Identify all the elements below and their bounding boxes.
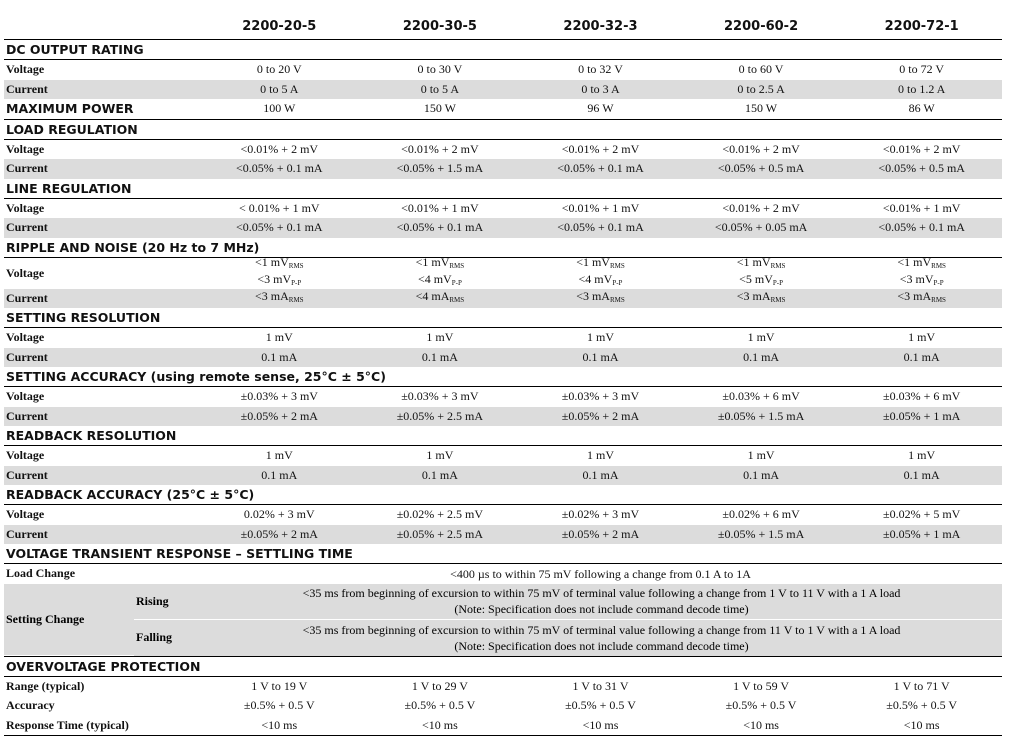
cell: ±0.05% + 1.5 mA [717, 408, 805, 423]
cell: 1 mV [426, 330, 454, 345]
table-row [4, 677, 1002, 697]
section-title-ripple-noise: RIPPLE AND NOISE (20 Hz to 7 MHz) [4, 238, 1002, 258]
rms-value: <1 mV [736, 255, 771, 269]
load-change-text: <400 µs to within 75 mV following a change from 0.1 A to 1A [450, 566, 751, 581]
cell: 0.1 mA [261, 349, 298, 364]
cell: ±0.05% + 1.5 mA [717, 526, 805, 541]
cell: 0 to 32 V [578, 62, 623, 77]
table-row [4, 696, 1002, 716]
cell: 1 mV [265, 330, 293, 345]
cell: 0.1 mA [743, 467, 780, 482]
rms-subscript: RMS [449, 262, 465, 270]
cell: <0.05% + 0.1 mA [236, 220, 323, 235]
section-title-max-power: MAXIMUM POWER [6, 101, 134, 117]
row-label: Voltage [6, 141, 45, 156]
cell: <0.01% + 2 mV [722, 200, 800, 215]
cell: <0.05% + 0.1 mA [396, 220, 484, 235]
rms-value: <3 mA [736, 288, 771, 303]
cell: 1 mV [426, 448, 454, 463]
cell: <10 ms [582, 717, 619, 732]
cell: 0.1 mA [421, 349, 458, 364]
setting-change-group [4, 584, 1002, 656]
cell: ±0.5% + 0.5 V [886, 698, 958, 713]
table-row [4, 387, 1002, 407]
cell: 150 W [423, 101, 456, 116]
section-title-readback-resolution: READBACK RESOLUTION [4, 426, 1002, 446]
cell: <0.05% + 0.1 mA [557, 220, 644, 235]
rms-subscript: RMS [770, 295, 786, 304]
rms-value: <4 mA [415, 288, 450, 303]
table-row [4, 199, 1002, 219]
section-title-readback-accuracy: READBACK ACCURACY (25°C ± 5°C) [4, 485, 1002, 505]
rms-value: <1 mV [415, 255, 450, 269]
model-name: 2200-72-1 [884, 19, 959, 34]
cell: <0.05% + 0.1 mA [236, 161, 323, 176]
cell [841, 256, 1002, 290]
model-header-row [4, 14, 1002, 40]
cell [681, 290, 842, 307]
table-row [4, 348, 1002, 368]
cell [841, 290, 1002, 307]
table-row [4, 289, 1002, 309]
cell: 1 V to 29 V [411, 678, 468, 693]
model-name: 2200-20-5 [242, 19, 317, 34]
cell: 0.1 mA [261, 467, 298, 482]
cell: < 0.01% + 1 mV [239, 200, 320, 215]
cell: 1 mV [908, 448, 936, 463]
cell: ±0.5% + 0.5 V [404, 698, 476, 713]
cell: <10 ms [743, 717, 779, 732]
cell: 86 W [908, 101, 935, 116]
cell: ±0.02% + 2.5 mV [396, 507, 484, 522]
cell: <0.01% + 2 mV [722, 141, 800, 156]
cell: 1 mV [586, 330, 614, 345]
cell: ±0.03% + 3 mV [561, 389, 640, 404]
table-row [4, 255, 1002, 289]
rising-text [201, 585, 1002, 617]
cell: 0 to 2.5 A [737, 81, 785, 96]
table-row [4, 218, 1002, 238]
table-row [4, 60, 1002, 80]
cell: <10 ms [261, 717, 298, 732]
model-name: 2200-32-3 [563, 19, 638, 34]
cell: 0 to 60 V [738, 62, 784, 77]
section-title-dc-output: DC OUTPUT RATING [4, 40, 1002, 60]
row-label: Voltage [6, 507, 45, 522]
cell: 1 mV [747, 330, 775, 345]
cell: <0.05% + 0.1 mA [878, 220, 965, 235]
cell: <0.01% + 1 mV [401, 200, 479, 215]
cell: 1 mV [747, 448, 775, 463]
cell [360, 256, 521, 290]
row-label: Accuracy [6, 698, 55, 713]
model-name: 2200-30-5 [402, 19, 477, 34]
section-title-line-regulation: LINE REGULATION [4, 179, 1002, 199]
cell: <0.01% + 2 mV [561, 141, 640, 156]
cell: <10 ms [903, 717, 940, 732]
falling-line: <35 ms from beginning of excursion to within 75 mV of terminal value following a change from 11 V to 1 V with a 1 A load [302, 622, 901, 637]
cell: 1 V to 31 V [572, 678, 629, 693]
falling-note: (Note: Specification does not include command decode time) [454, 638, 749, 653]
section-title-setting-resolution: SETTING RESOLUTION [4, 308, 1002, 328]
cell: 0.1 mA [743, 349, 780, 364]
cell: <0.05% + 0.5 mA [878, 161, 965, 176]
row-label: Voltage [6, 389, 45, 404]
table-row-rising [134, 584, 1002, 620]
pp-subscript: P-P [451, 279, 462, 287]
cell: 0 to 1.2 A [898, 81, 946, 96]
cell: 0 to 5 A [420, 81, 460, 96]
cell: ±0.05% + 1 mA [882, 408, 961, 423]
cell: <0.05% + 0.1 mA [557, 161, 644, 176]
rms-value: <1 mV [897, 255, 932, 269]
spec-table [4, 14, 1002, 736]
pp-value: <3 mV [899, 272, 934, 286]
rms-subscript: RMS [449, 295, 465, 304]
cell: 0.1 mA [903, 349, 940, 364]
row-label: Range (typical) [6, 678, 85, 693]
section-title-load-regulation: LOAD REGULATION [4, 120, 1002, 140]
row-label: Setting Change [4, 584, 134, 656]
rising-label: Rising [136, 593, 169, 608]
cell: ±0.05% + 2 mA [240, 408, 318, 423]
table-row [4, 328, 1002, 348]
cell: 1 V to 19 V [251, 678, 308, 693]
cell: <0.01% + 1 mV [561, 200, 640, 215]
cell: 0.1 mA [903, 467, 940, 482]
row-label: Current [6, 467, 48, 482]
falling-label: Falling [136, 630, 173, 645]
cell [520, 256, 681, 290]
setting-change-rows [134, 584, 1002, 656]
pp-subscript: P-P [772, 279, 784, 287]
row-label: Current [6, 290, 48, 305]
table-row-load-change [4, 564, 1002, 584]
cell: 0.02% + 3 mV [243, 507, 315, 522]
cell: ±0.03% + 3 mV [401, 389, 479, 404]
section-title-setting-accuracy: SETTING ACCURACY (using remote sense, 25°C ± 5°C) [4, 367, 1002, 387]
pp-value: <5 mV [739, 272, 773, 286]
row-label: Current [6, 408, 48, 423]
row-label: Voltage [6, 265, 45, 280]
cell: 0 to 3 A [581, 81, 620, 96]
cell: 0.1 mA [582, 349, 619, 364]
cell: ±0.03% + 6 mV [722, 389, 800, 404]
table-row [4, 140, 1002, 160]
cell: <0.05% + 0.5 mA [717, 161, 805, 176]
cell: 1 V to 59 V [733, 678, 790, 693]
table-row [4, 525, 1002, 545]
cell: ±0.02% + 3 mV [561, 507, 640, 522]
row-label: Current [6, 220, 48, 235]
row-label: Voltage [6, 448, 45, 463]
rms-value: <1 mV [255, 255, 289, 269]
cell: <10 ms [422, 717, 458, 732]
row-label: Voltage [6, 330, 45, 345]
cell: ±0.05% + 2.5 mA [396, 526, 484, 541]
table-row [4, 716, 1002, 737]
cell: <0.01% + 2 mV [240, 141, 319, 156]
table-row [4, 159, 1002, 179]
cell: ±0.02% + 6 mV [722, 507, 800, 522]
cell: <0.05% + 0.05 mA [714, 220, 808, 235]
cell: 0 to 72 V [899, 62, 945, 77]
pp-value: <4 mV [417, 272, 452, 286]
row-label: Voltage [6, 62, 45, 77]
row-label: Current [6, 161, 48, 176]
cell: 100 W [263, 101, 296, 116]
cell: ±0.05% + 2 mA [561, 408, 640, 423]
cell: <0.05% + 1.5 mA [396, 161, 484, 176]
cell [199, 256, 360, 290]
row-label: Current [6, 81, 48, 96]
rms-value: <3 mA [255, 288, 289, 303]
pp-value: <3 mV [257, 272, 292, 286]
row-label: Current [6, 349, 48, 364]
falling-text [201, 622, 1002, 654]
rms-subscript: RMS [609, 262, 625, 270]
cell: ±0.5% + 0.5 V [243, 698, 315, 713]
cell: 0.1 mA [582, 467, 619, 482]
cell [520, 290, 681, 307]
cell [681, 256, 842, 290]
rms-subscript: RMS [288, 295, 304, 304]
row-label: Voltage [6, 200, 45, 215]
rms-subscript: RMS [609, 295, 625, 304]
row-label: Current [6, 526, 48, 541]
cell: ±0.03% + 6 mV [882, 389, 961, 404]
rms-subscript: RMS [770, 262, 786, 270]
cell: <0.01% + 2 mV [882, 141, 961, 156]
pp-subscript: P-P [291, 279, 302, 287]
model-name: 2200-60-2 [724, 19, 799, 34]
pp-value: <4 mV [578, 272, 613, 286]
cell [199, 290, 360, 307]
cell: ±0.05% + 2 mA [240, 526, 318, 541]
cell: 0 to 30 V [417, 62, 463, 77]
cell: ±0.03% + 3 mV [240, 389, 318, 404]
cell: ±0.5% + 0.5 V [565, 698, 636, 713]
row-label: Load Change [6, 566, 76, 581]
cell: 0.1 mA [421, 467, 458, 482]
cell: ±0.05% + 2.5 mA [396, 408, 484, 423]
cell: 0 to 20 V [256, 62, 302, 77]
table-row [4, 505, 1002, 525]
rising-line: <35 ms from beginning of excursion to within 75 mV of terminal value following a change from 1 V to 11 V with a 1 A load [302, 586, 901, 601]
table-row-max-power [4, 99, 1002, 120]
cell: 96 W [587, 101, 614, 116]
rms-subscript: RMS [931, 262, 946, 270]
rms-value: <1 mV [576, 255, 610, 269]
table-row-falling [134, 619, 1002, 656]
rms-subscript: RMS [931, 295, 946, 304]
rising-note: (Note: Specification does not include command decode time) [454, 602, 749, 617]
cell: ±0.02% + 5 mV [882, 507, 961, 522]
section-title-ovp: OVERVOLTAGE PROTECTION [4, 656, 1002, 677]
cell: <0.01% + 2 mV [401, 141, 479, 156]
cell: 1 mV [265, 448, 293, 463]
rms-value: <3 mA [897, 288, 932, 303]
cell: ±0.5% + 0.5 V [725, 698, 797, 713]
cell: ±0.05% + 2 mA [561, 526, 640, 541]
pp-subscript: P-P [612, 279, 623, 287]
cell: 1 mV [586, 448, 614, 463]
table-row [4, 407, 1002, 427]
row-label: Response Time (typical) [6, 717, 129, 732]
cell: 1 V to 71 V [893, 678, 950, 693]
cell: <0.01% + 1 mV [882, 200, 961, 215]
rms-subscript: RMS [288, 262, 304, 270]
cell [360, 290, 521, 307]
section-title-transient-response: VOLTAGE TRANSIENT RESPONSE – SETTLING TIME [4, 544, 1002, 564]
table-row [4, 466, 1002, 486]
pp-subscript: P-P [933, 279, 944, 287]
cell: ±0.05% + 1 mA [882, 526, 961, 541]
cell: 0 to 5 A [260, 81, 299, 96]
table-row [4, 80, 1002, 100]
cell: 150 W [745, 101, 778, 116]
cell: 1 mV [908, 330, 936, 345]
table-row [4, 446, 1002, 466]
rms-value: <3 mA [576, 288, 610, 303]
